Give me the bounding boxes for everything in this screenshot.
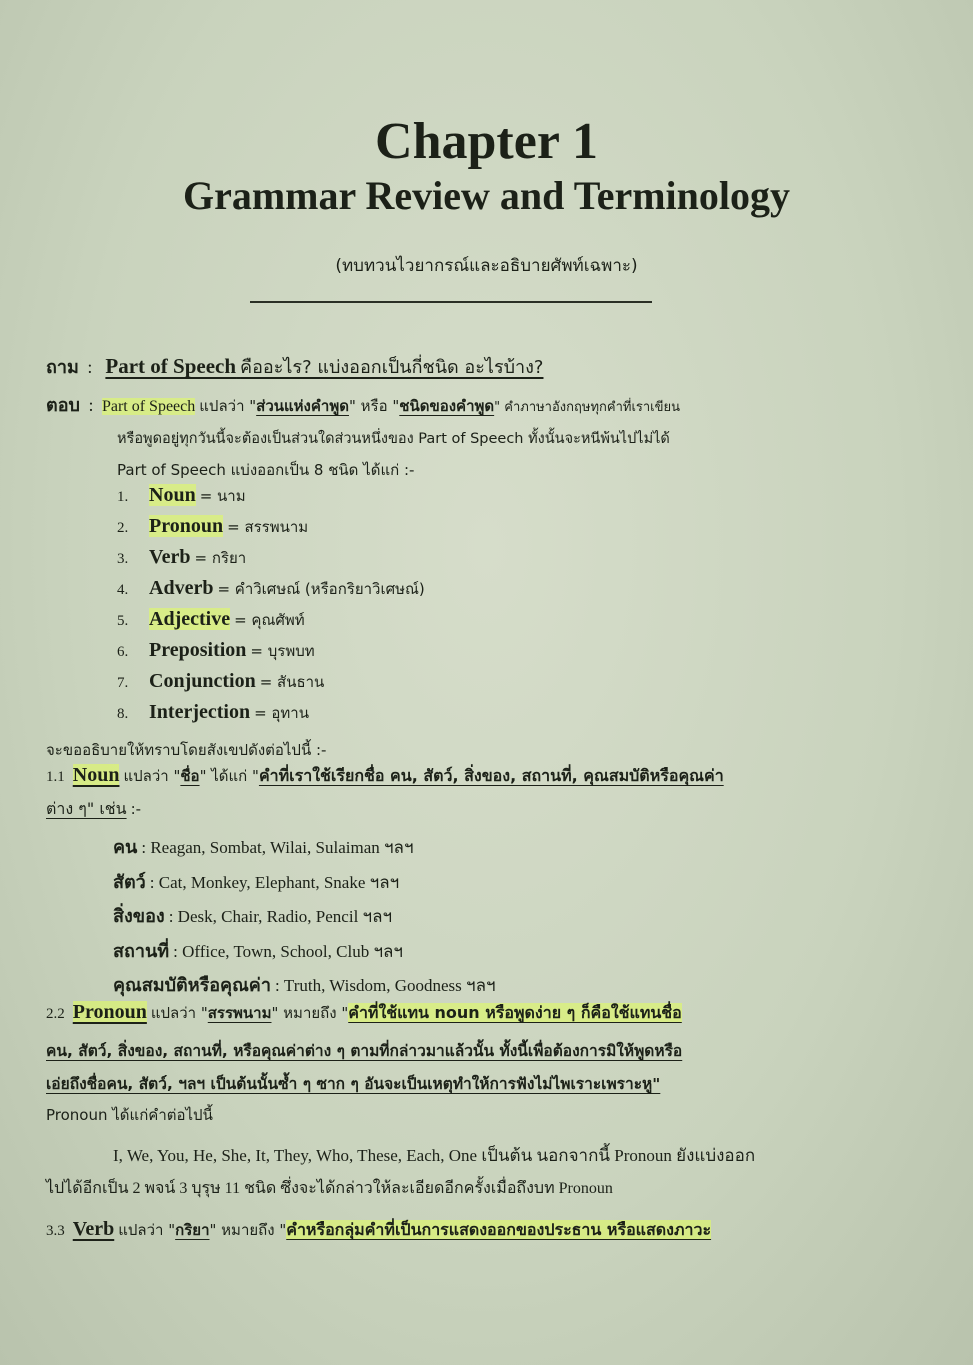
noun-section-line-1	[46, 764, 724, 789]
pronoun-section-line-4: Pronoun ได้แก่คำต่อไปนี้	[46, 1106, 213, 1124]
text: แปลว่า "	[118, 1221, 176, 1239]
answer-term: Part of Speech	[101, 398, 196, 415]
question-line: ถาม : Part of Speech คืออะไร? แบ่งออกเป็นกี่ชนิด อะไรบ้าง?	[46, 354, 544, 378]
part-of-speech-item	[117, 639, 315, 663]
answer-text: " คำภาษาอังกฤษทุกคำที่เราเขียน	[494, 400, 681, 415]
section-number: 1.1	[46, 769, 65, 785]
item-number: 1.	[117, 489, 129, 505]
item-number: 4.	[117, 582, 129, 598]
text: " หมายถึง "	[209, 1221, 287, 1239]
noun-example	[113, 936, 403, 965]
example-label: สถานที่	[113, 940, 170, 962]
item-translation: = สรรพนาม	[227, 518, 309, 536]
example-label: คุณสมบัติหรือคุณค่า	[113, 975, 271, 996]
part-of-speech-item	[117, 515, 308, 539]
translation: กริยา	[175, 1221, 210, 1239]
item-translation: = กริยา	[194, 549, 247, 567]
chapter-title: Grammar Review and Terminology	[182, 173, 790, 218]
thai-subtitle: (ทบทวนไวยากรณ์และอธิบายศัพท์เฉพาะ)	[335, 256, 638, 276]
example-label: คน	[113, 837, 138, 858]
part-of-speech-item	[117, 577, 425, 601]
item-term: Noun	[149, 484, 196, 506]
part-of-speech-item	[117, 670, 324, 694]
item-number: 7.	[117, 675, 129, 691]
item-number: 5.	[117, 613, 129, 629]
section-term: Pronoun	[72, 1001, 147, 1023]
item-term: Verb	[149, 546, 191, 568]
item-translation: = สันธาน	[259, 673, 325, 691]
example-text: : Desk, Chair, Radio, Pencil ฯลฯ	[168, 907, 393, 926]
pronoun-section-line-2: คน, สัตว์, สิ่งของ, สถานที่, หรือคุณค่าต่าง ๆ ตามที่กล่าวมาแล้วนั้น ทั้งนี้เพื่อต้องการมิให้พูดหรือ	[46, 1042, 683, 1060]
example-text: : Reagan, Sombat, Wilai, Sulaiman ฯลฯ	[141, 838, 414, 857]
example-text: : Truth, Wisdom, Goodness ฯลฯ	[274, 976, 496, 995]
example-text: : Office, Town, School, Club ฯลฯ	[173, 941, 403, 961]
item-term: Adverb	[149, 577, 214, 599]
answer-text: " หรือ "	[348, 397, 400, 415]
item-number: 3.	[117, 551, 129, 567]
translation: สรรพนาม	[207, 1004, 272, 1022]
definition: คำหรือกลุ่มคำที่เป็นการแสดงออกของประธาน หรือแสดงภาวะ	[286, 1220, 712, 1239]
pronoun-paragraph-1: I, We, You, He, She, It, They, Who, These, Each, One เป็นต้น นอกจากนี้ Pronoun ยังแบ่งออก	[113, 1146, 756, 1165]
item-number: 8.	[117, 706, 129, 722]
noun-example	[113, 832, 414, 861]
noun-example	[113, 867, 399, 896]
definition: ต่าง ๆ" เช่น	[46, 799, 127, 818]
part-of-speech-item	[117, 484, 246, 508]
noun-section-line-2	[46, 797, 141, 822]
question-term: Part of Speech	[105, 354, 237, 378]
example-text: : Cat, Monkey, Elephant, Snake ฯลฯ	[149, 872, 400, 892]
part-of-speech-item	[117, 608, 305, 632]
item-number: 2.	[117, 520, 129, 536]
text: " หมายถึง "	[271, 1004, 349, 1022]
text: " ได้แก่ "	[199, 767, 259, 785]
item-term: Pronoun	[149, 515, 224, 537]
pronoun-section-line-1	[46, 1001, 682, 1026]
answer-highlight-1: ส่วนแห่งคำพูด	[256, 397, 349, 415]
noun-example	[113, 970, 496, 999]
item-term: Conjunction	[149, 670, 256, 692]
answer-label: ตอบ	[46, 395, 80, 416]
translation: ชื่อ	[180, 767, 200, 785]
divider	[250, 301, 652, 303]
text: แปลว่า "	[123, 767, 181, 785]
section-number: 2.2	[46, 1006, 65, 1022]
item-translation: = นาม	[199, 487, 246, 505]
item-term: Adjective	[149, 608, 231, 630]
question-text: คืออะไร? แบ่งออกเป็นกี่ชนิด อะไรบ้าง?	[240, 357, 544, 378]
answer-line-2: หรือพูดอยู่ทุกวันนี้จะต้องเป็นส่วนใดส่วนหนึ่งของ Part of Speech ทั้งนั้นจะหนีพ้นไปไม่ได้	[117, 431, 670, 447]
pronoun-paragraph-2: ไปได้อีกเป็น 2 พจน์ 3 บุรุษ 11 ชนิด ซึ่งจะได้กล่าวให้ละเอียดอีกครั้งเมื่อถึงบท Pronoun	[46, 1180, 613, 1197]
example-label: สัตว์	[113, 871, 146, 893]
section-term: Verb	[72, 1218, 115, 1240]
part-of-speech-item	[117, 546, 246, 570]
answer-line-3: Part of Speech แบ่งออกเป็น 8 ชนิด ได้แก่ :-	[117, 461, 415, 479]
noun-example	[113, 901, 392, 930]
answer-text: แปลว่า "	[199, 397, 257, 415]
verb-section-line-1	[46, 1218, 711, 1243]
answer-highlight-2: ชนิดของคำพูด	[399, 397, 495, 415]
item-number: 6.	[117, 644, 129, 660]
text: :-	[130, 800, 142, 818]
item-translation: = คำวิเศษณ์ (หรือกริยาวิเศษณ์)	[217, 580, 425, 598]
section-term: Noun	[72, 764, 120, 786]
pronoun-section-line-3: เอ่ยถึงชื่อคน, สัตว์, ฯลฯ เป็นต้นนั้นซ้ำ ๆ ซาก ๆ อันจะเป็นเหตุทำให้การฟังไม่ไพเราะเพราะหู"	[46, 1075, 661, 1093]
item-translation: = คุณศัพท์	[234, 611, 305, 629]
item-term: Preposition	[149, 639, 247, 661]
item-translation: = บุรพบท	[250, 642, 315, 660]
item-term: Interjection	[149, 701, 251, 723]
section-number: 3.3	[46, 1223, 65, 1239]
answer-line-1: ตอบ : Part of Speech แปลว่า "ส่วนแห่งคำพูด" หรือ "ชนิดของคำพูด" คำภาษาอังกฤษทุกคำที่เราเขียน	[46, 395, 681, 416]
intro-line: จะขออธิบายให้ทราบโดยสังเขปดังต่อไปนี้ :-	[46, 741, 327, 759]
chapter-heading: Chapter 1	[375, 113, 598, 170]
part-of-speech-item	[117, 701, 309, 725]
item-translation: = อุทาน	[254, 704, 309, 722]
definition: คำที่เราใช้เรียกชื่อ คน, สัตว์, สิ่งของ, สถานที่, คุณสมบัติหรือคุณค่า	[258, 766, 724, 785]
example-label: สิ่งของ	[113, 906, 165, 927]
question-label: ถาม	[46, 357, 79, 378]
definition: คำที่ใช้แทน noun หรือพูดง่าย ๆ ก็คือใช้แทนชื่อ	[348, 1003, 682, 1022]
text: แปลว่า "	[150, 1004, 208, 1022]
